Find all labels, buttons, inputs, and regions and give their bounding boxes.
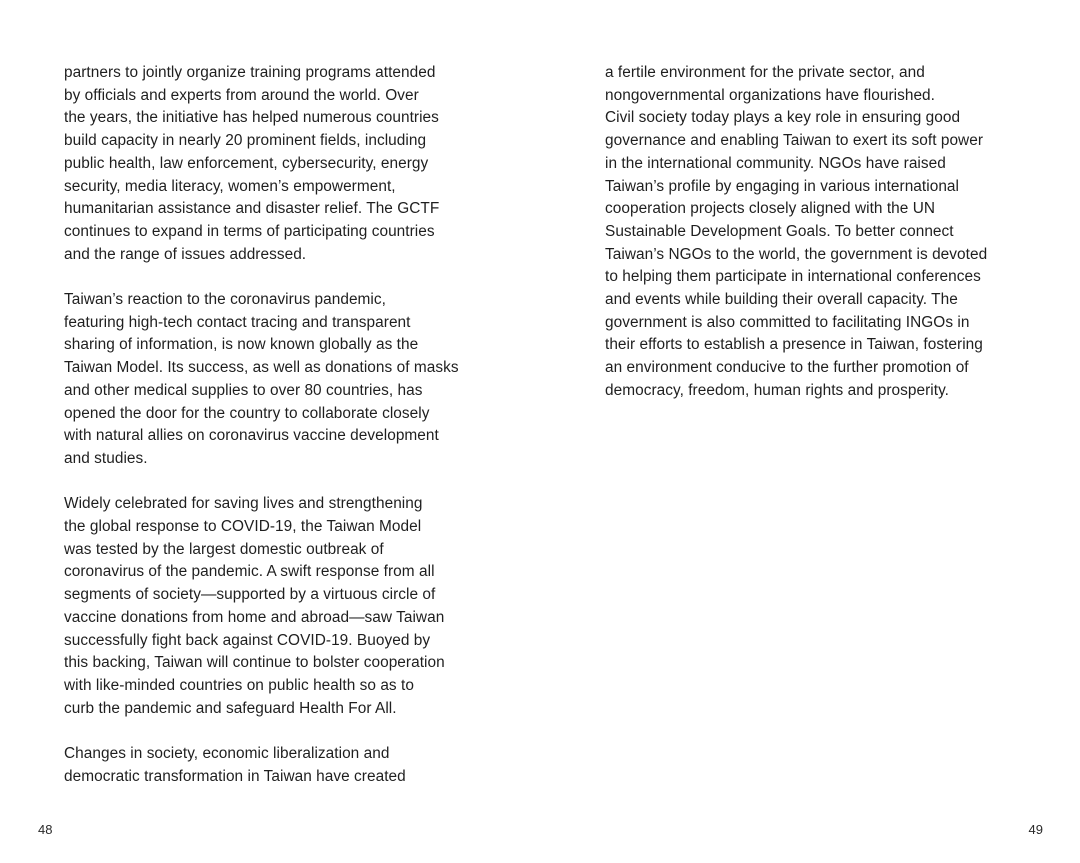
paragraph-taiwan-model: Taiwan’s reaction to the coronavirus pandemic, featuring high-tech contact tracing and transparent sharing of information, is now known globally as the Taiwan Model. Its success, as well as donations of masks and other medical supplies to over 80 countries, has opened the door for the country to collaborate closely with natural allies on coronavirus vaccine development and studies. — [64, 291, 459, 467]
right-page — [540, 0, 1080, 863]
left-text-column — [64, 62, 484, 788]
page-number-left: 48 — [38, 822, 53, 837]
paragraph-ngos: a fertile environment for the private sector, and nongovernmental organizations have flourished. Civil society today plays a key role in ensuring good governance and enabling Taiwan to exert its soft power in the international community. NGOs have raised Taiwan’s profile by engaging in various international cooperation projects closely aligned with the UN Sustainable Development Goals. To better connect Taiwan’s NGOs to the world, the government is devoted to helping them participate in international conferences and events while building their overall capacity. The government is also committed to facilitating INGOs in their efforts to establish a presence in Taiwan, fostering an environment conducive to the further promotion of democracy, freedom, human rights and prosperity. — [605, 64, 988, 399]
right-text-column — [605, 62, 1025, 403]
page-number-right: 49 — [1028, 822, 1043, 837]
paragraph-civil-society-intro: Changes in society, economic liberalization and democratic transformation in Taiwan have created — [64, 745, 406, 785]
paragraph-gctf: partners to jointly organize training programs attended by officials and experts from around the world. Over the years, the initiative has helped numerous countries build capacity in nearly 20 prominent fields, including public health, law enforcement, cybersecurity, energy security, media literacy, women’s empowerment, humanitarian assistance and disaster relief. The GCTF continues to expand in terms of participating countries and the range of issues addressed. — [64, 64, 440, 263]
paragraph-covid-response: Widely celebrated for saving lives and strengthening the global response to COVID-19, the Taiwan Model was tested by the largest domestic outbreak of coronavirus of the pandemic. A swift response from all segments of society—supported by a virtuous circle of vaccine donations from home and abroad—saw Taiwan successfully fight back against COVID-19. Buoyed by this backing, Taiwan will continue to bolster cooperation with like-minded countries on public health so as to curb the pandemic and safeguard Health For All. — [64, 495, 445, 717]
